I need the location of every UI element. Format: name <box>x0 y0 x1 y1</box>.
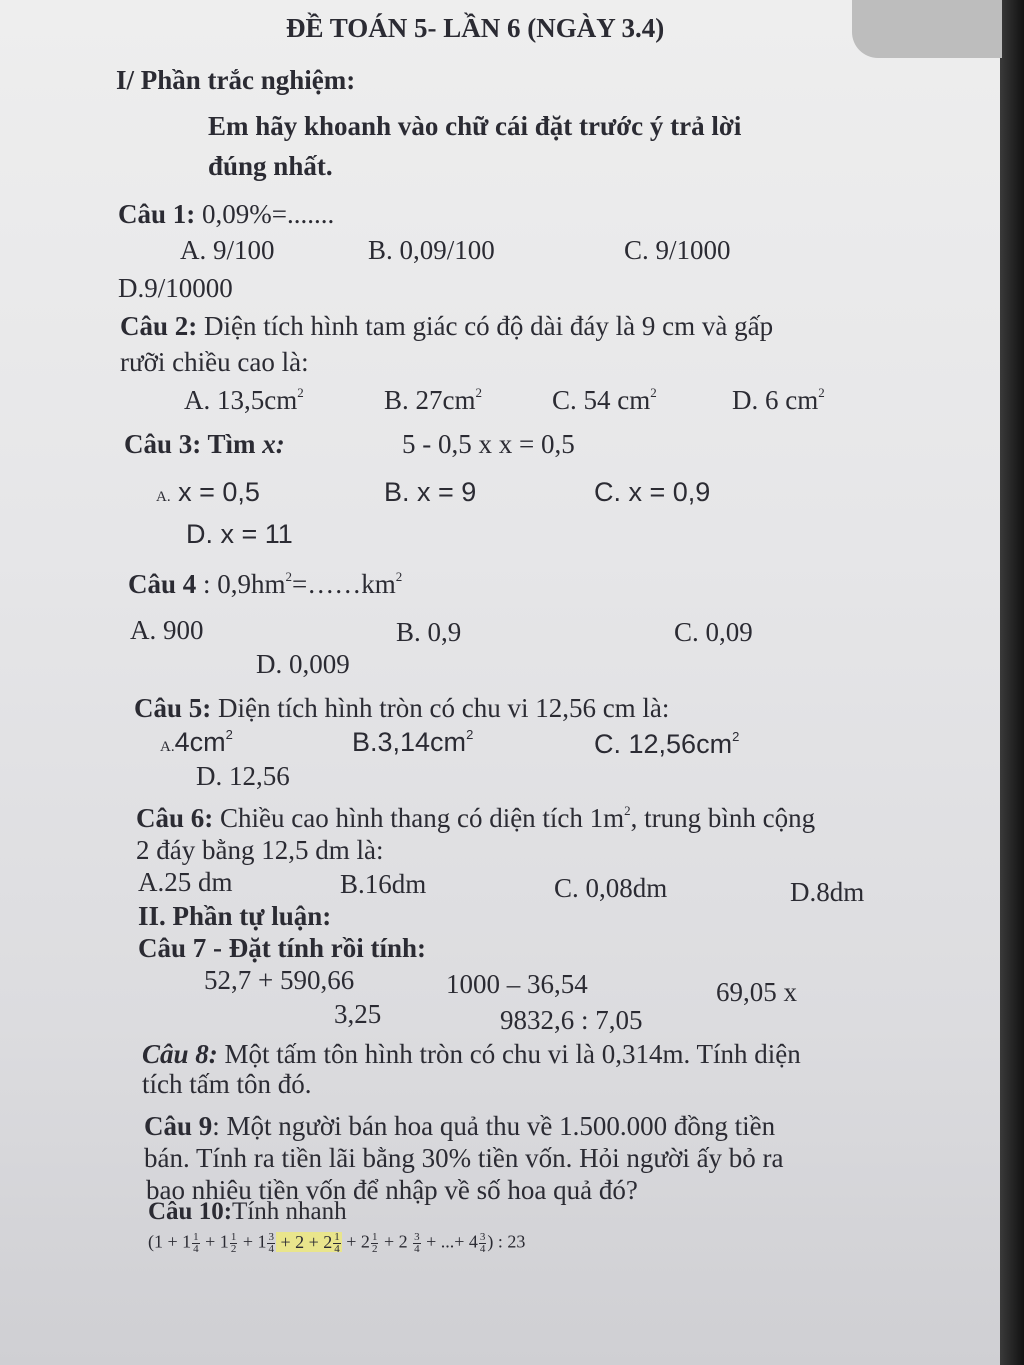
q7-expression-3: 69,05 x <box>716 977 797 1007</box>
fraction-3-4: $\frac{3}{4}$ <box>479 1231 486 1255</box>
screen-corner <box>852 0 1002 58</box>
q1-option-d[interactable]: D.9/10000 <box>118 273 233 303</box>
q5-label: Câu 5: <box>134 693 212 723</box>
q1-option-c[interactable]: C. 9/1000 <box>624 235 731 265</box>
q7-expression-4: 9832,6 : 7,05 <box>500 1005 643 1035</box>
q10-label: Câu 10: <box>148 1198 233 1225</box>
q6-option-c[interactable]: C. 0,08dm <box>554 873 668 903</box>
q4-option-c[interactable]: C. 0,09 <box>674 617 753 647</box>
q2-option-a[interactable]: A. $13,5cm^2$ <box>184 385 304 415</box>
instruction-line2: đúng nhất. <box>208 151 333 181</box>
q5-option-c[interactable]: C. $12,56cm^2$ <box>594 729 740 759</box>
q5-option-d[interactable]: D. 12,56 <box>196 761 290 791</box>
q2-option-b[interactable]: B. $27cm^2$ <box>384 385 482 415</box>
highlighted-segment: + 2 + 2 $\frac{1}{4}$ <box>275 1231 340 1255</box>
q2-option-d[interactable]: D. 6 $cm^2$ <box>732 385 825 415</box>
q3-option-c[interactable]: C. x = 0,9 <box>594 477 711 507</box>
q7-expression-3-operand: 3,25 <box>334 999 382 1029</box>
q9-text-line2: bán. Tính ra tiền lãi bằng 30% tiền vốn. Hỏi người ấy bỏ ra <box>144 1143 784 1173</box>
question-2 <box>120 312 773 342</box>
fraction-1-2: $\frac{1}{2}$ <box>371 1231 378 1255</box>
q1-option-a[interactable]: A. 9/100 <box>180 235 275 265</box>
question-8: Câu 8: Một tấm tôn hình tròn có chu vi là 0,314m. Tính diện <box>142 1039 801 1069</box>
q6-label: Câu 6: <box>136 803 214 833</box>
q5-option-b[interactable]: $B.3,14cm^2$ <box>352 727 474 757</box>
q6-option-d[interactable]: D.8dm <box>790 877 865 907</box>
question-10: Câu 10:Tính nhanh <box>148 1198 347 1225</box>
question-4: Câu 4 : $0,9hm^2=\dots\dots km^2$ <box>128 569 403 599</box>
fraction-1-4: $\frac{1}{4}$ <box>334 1231 340 1255</box>
q3-option-d[interactable]: D. x = 11 <box>186 519 293 549</box>
q8-label: Câu 8: <box>142 1039 218 1069</box>
question-9: Câu 9: Một người bán hoa quả thu về 1.500.000 đồng tiền <box>144 1111 776 1141</box>
fraction-3-4: $\frac{3}{4}$ <box>414 1231 420 1255</box>
part2-heading: II. Phần tự luận: <box>138 901 332 931</box>
q8-text-line2: tích tấm tôn đó. <box>142 1069 312 1099</box>
part1-heading: I/ Phần trắc nghiệm: <box>116 65 356 95</box>
fraction-1-4: $\frac{1}{4}$ <box>193 1231 199 1255</box>
q7-expression-1: 52,7 + 590,66 <box>204 965 355 995</box>
q4-option-d[interactable]: D. 0,009 <box>256 649 350 679</box>
q6-option-b[interactable]: B.16dm <box>340 869 427 899</box>
q3-label: Câu 3: Tìm <box>124 429 256 459</box>
q6-text-line2: 2 đáy bằng 12,5 dm là: <box>136 835 384 865</box>
q3-var: x: <box>255 429 285 459</box>
question-6: Câu 6: Chiều cao hình thang có diện tích $1m^2$, trung bình cộng <box>136 803 816 833</box>
q9-text-line3: bao nhiêu tiền vốn để nhập về số hoa quả đó? <box>146 1175 638 1205</box>
q3-option-a[interactable]: A. x = 0,5 <box>156 477 260 507</box>
fraction-3-4: $\frac{3}{4}$ <box>268 1231 274 1255</box>
question-1 <box>118 200 334 230</box>
fraction-1-2: $\frac{1}{2}$ <box>230 1231 237 1255</box>
q3-equation: 5 - 0,5 x x = 0,5 <box>402 429 575 459</box>
q3-option-b[interactable]: B. x = 9 <box>384 477 477 507</box>
q1-label: Câu 1: <box>118 199 196 229</box>
question-3 <box>124 430 285 460</box>
q2-text-line2: rưỡi chiều cao là: <box>120 347 309 377</box>
q2-label: Câu 2: <box>120 311 198 341</box>
q4-label: Câu 4 <box>128 569 197 599</box>
q6-option-a[interactable]: A.25 dm <box>138 867 233 897</box>
q4-option-a[interactable]: A. 900 <box>130 615 204 645</box>
instruction-line1: Em hãy khoanh vào chữ cái đặt trước ý trả lời <box>208 111 742 141</box>
q5-option-a[interactable]: $A.4cm^2$ <box>160 727 233 757</box>
question-5: Câu 5: Diện tích hình tròn có chu vi 12,56 cm là: <box>134 693 670 723</box>
q1-text: 0,09%=....... <box>195 199 335 229</box>
q2-text: Diện tích hình tam giác có độ dài đáy là 9 cm và gấp <box>197 311 774 341</box>
q7-expression-2: 1000 – 36,54 <box>446 969 588 999</box>
q1-option-b[interactable]: B. 0,09/100 <box>368 235 495 265</box>
q10-expression: (1 + 1 $\frac{1}{4}$ + 1 $\frac{1}{2}$ + 1 $\frac{3}{4}$ + 2 + 2 $\frac{1}{4}$ + 2 $\frac{1}{2}$ + 2 $\frac{3}{4}$ + ...+ 4 $\frac{3}{4}$ ) : 23 <box>148 1231 526 1255</box>
screen-bezel <box>1000 0 1024 1365</box>
q2-option-c[interactable]: C. 54 $cm^2$ <box>552 385 657 415</box>
q4-option-b[interactable]: B. 0,9 <box>396 617 462 647</box>
q9-label: Câu 9 <box>144 1111 213 1141</box>
exam-title: ĐỀ TOÁN 5- LẦN 6 (NGÀY 3.4) <box>286 13 665 43</box>
question-7: Câu 7 - Đặt tính rồi tính: <box>138 933 427 963</box>
